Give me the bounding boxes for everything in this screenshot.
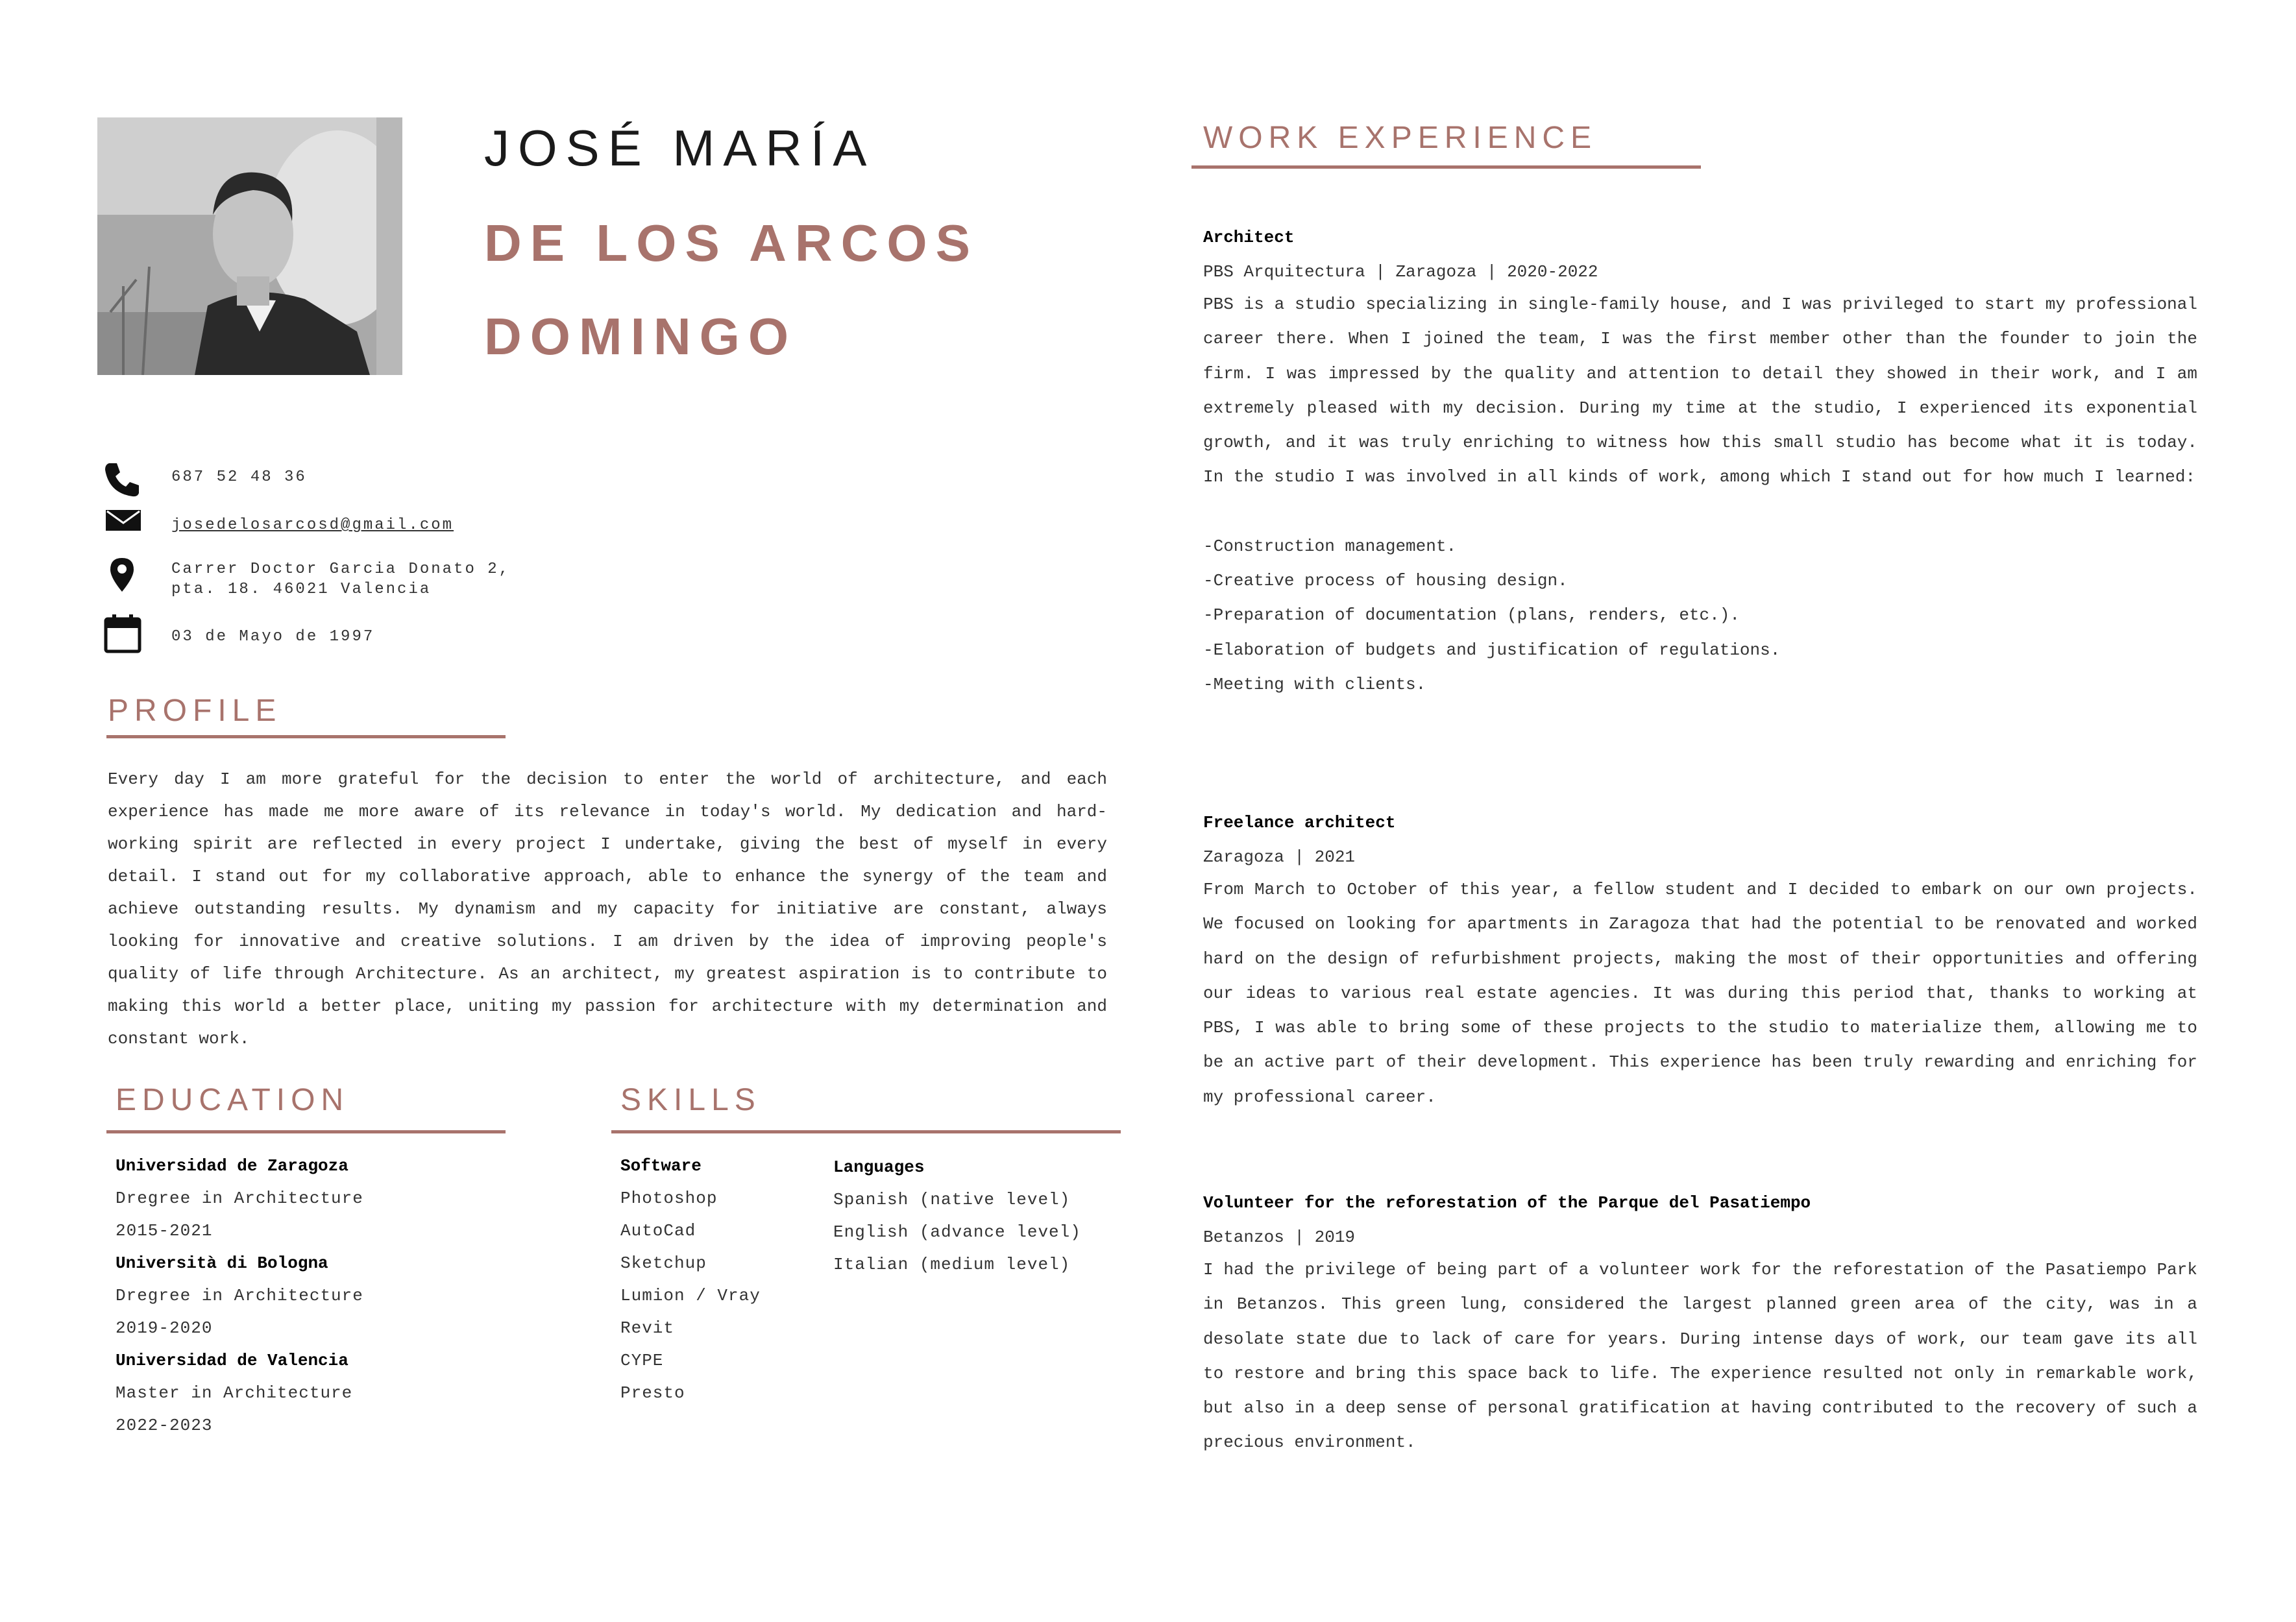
- software-item: Presto: [620, 1383, 685, 1403]
- profile-photo: [97, 117, 402, 375]
- name-last-line1: DE LOS ARCOS: [484, 214, 979, 272]
- languages-list: [833, 1183, 1081, 1281]
- duty-item: -Elaboration of budgets and justification of regulations.: [1203, 640, 1781, 660]
- education-school: Universidad de Valencia: [116, 1351, 348, 1370]
- job-meta: PBS Arquitectura | Zaragoza | 2020-2022: [1203, 262, 1598, 282]
- software-item: AutoCad: [620, 1221, 696, 1241]
- duty-item: -Construction management.: [1203, 536, 1457, 556]
- job-duties: [1203, 529, 2197, 702]
- mail-icon: [105, 507, 144, 546]
- name-last-line2: DOMINGO: [484, 308, 798, 365]
- language-item: English (advance level): [833, 1222, 1081, 1242]
- software-item: Revit: [620, 1318, 675, 1338]
- phone-icon: [103, 459, 141, 498]
- profile-text: Every day I am more grateful for the decision to enter the world of architecture, and each experience has made me more aware of its relevance in today's world. My dedication and hard-working spirit are reflected in every project I undertake, giving the best of myself in every detail. I stand out for my collaborative approach, able to enhance the synergy of the team and achieve outstanding results. My dynamism and my capacity for initiative are constant, always looking for innovative and creative solutions. I am driven by the idea of improving people's quality of life through Architecture. As an architect, my greatest aspiration is to contribute to making this world a better place, uniting my passion for architecture with my determination and constant work.: [108, 769, 1107, 1048]
- software-item: Photoshop: [620, 1189, 718, 1208]
- software-item: CYPE: [620, 1351, 664, 1370]
- name-first: JOSÉ MARÍA: [484, 119, 875, 176]
- skills-heading: SKILLS: [620, 1083, 761, 1117]
- education-years: 2022-2023: [116, 1416, 213, 1435]
- education-school: Università di Bologna: [116, 1253, 328, 1273]
- education-school: Universidad de Zaragoza: [116, 1156, 348, 1176]
- work-experience-heading: WORK EXPERIENCE: [1203, 121, 1598, 155]
- education-heading: EDUCATION: [116, 1083, 350, 1117]
- software-item: Lumion / Vray: [620, 1286, 761, 1305]
- education-list: [116, 1150, 363, 1442]
- job-description: PBS is a studio specializing in single-family house, and I was privileged to start my professional career there. When I joined the team, I was the first member other than the founder to join the firm. I was impressed by the quality and attention to detail they showed in their work, and I am extremely pleased with my decision. During my time at the studio, I experienced its exponential growth, and it was truly enriching to witness how this small studio has become what it is today. In the studio I was involved in all kinds of work, among which I stand out for how much I learned:: [1203, 295, 2197, 487]
- language-item: Spanish (native level): [833, 1190, 1071, 1209]
- software-item: Sketchup: [620, 1253, 707, 1273]
- education-years: 2015-2021: [116, 1221, 213, 1241]
- job-meta: Zaragoza | 2021: [1203, 847, 1356, 867]
- education-divider: [106, 1130, 506, 1133]
- calendar-icon: [104, 614, 143, 653]
- job-role: Volunteer for the reforestation of the Parque del Pasatiempo: [1203, 1193, 1811, 1213]
- work-experience-divider: [1191, 165, 1701, 169]
- profile-divider: [106, 735, 506, 738]
- duty-item: -Creative process of housing design.: [1203, 571, 1568, 591]
- education-item: [116, 1150, 363, 1247]
- phone-number: 687 52 48 36: [171, 468, 307, 486]
- education-degree: Dregree in Architecture: [116, 1189, 363, 1208]
- address-line2: pta. 18. 46021 Valencia: [171, 581, 432, 598]
- profile-photo-image: [97, 117, 402, 375]
- email-link[interactable]: josedelosarcosd@gmail.com: [171, 516, 454, 534]
- job-role: Freelance architect: [1203, 813, 1396, 832]
- software-heading: Software: [620, 1156, 702, 1176]
- education-degree: Master in Architecture: [116, 1383, 353, 1403]
- duty-item: -Meeting with clients.: [1203, 674, 1426, 694]
- job-architect: [1203, 224, 2197, 702]
- languages-heading: Languages: [833, 1157, 925, 1177]
- skills-divider: [611, 1130, 1121, 1133]
- software-list: [620, 1182, 761, 1409]
- job-description: I had the privilege of being part of a volunteer work for the reforestation of the Pasatiempo Park in Betanzos. This green lung, considered the largest planned green area of the city, was in a desolate state due to lack of care for years. During intense days of work, our team gave its all to restore and bring this space back to life. The experience resulted not only in remarkable work, but also in a deep sense of personal gratification at having contributed to the recovery of such a precious environment.: [1203, 1260, 2197, 1453]
- education-item: [116, 1247, 363, 1344]
- address-line1: Carrer Doctor Garcia Donato 2,: [171, 561, 511, 578]
- software-column: [620, 1150, 761, 1409]
- birthdate: 03 de Mayo de 1997: [171, 628, 375, 646]
- job-description: From March to October of this year, a fellow student and I decided to embark on our own projects. We focused on looking for apartments in Zaragoza that had the potential to be renovated and worked hard on the design of refurbishment projects, making the most of their opportunities and offering our ideas to various real estate agencies. It was during this period that, thanks to working at PBS, I was able to bring some of these projects to the studio to materialize them, allowing me to be an active part of their development. This experience has been truly rewarding and enriching for my professional career.: [1203, 880, 2197, 1107]
- job-volunteer: [1203, 1190, 2197, 1460]
- job-freelance: [1203, 810, 2197, 1115]
- language-item: Italian (medium level): [833, 1255, 1071, 1274]
- education-years: 2019-2020: [116, 1318, 213, 1338]
- profile-heading: PROFILE: [108, 694, 282, 728]
- location-pin-icon: [108, 557, 147, 596]
- duty-item: -Preparation of documentation (plans, renders, etc.).: [1203, 605, 1740, 625]
- languages-column: [833, 1151, 1081, 1281]
- job-meta: Betanzos | 2019: [1203, 1228, 1356, 1247]
- job-role: Architect: [1203, 228, 1295, 247]
- education-degree: Dregree in Architecture: [116, 1286, 363, 1305]
- education-item: [116, 1344, 363, 1442]
